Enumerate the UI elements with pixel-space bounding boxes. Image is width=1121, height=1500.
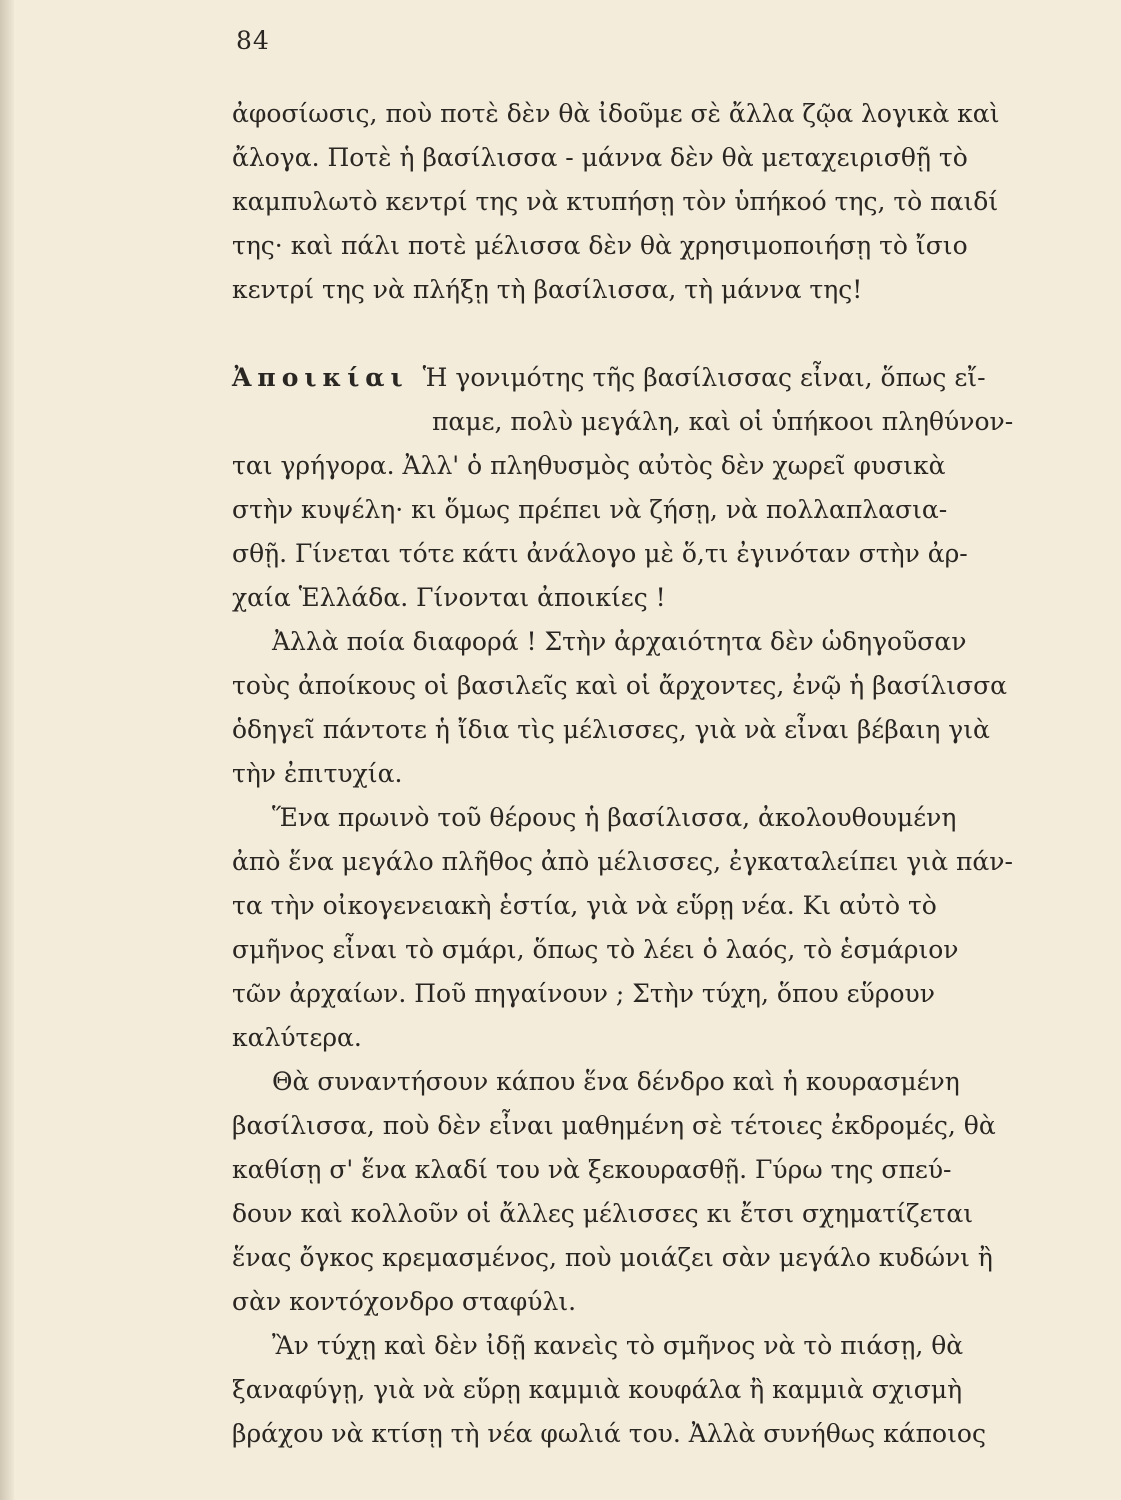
text-line: τὴν ἐπιτυχία. [232,759,403,788]
text-line: βασίλισσα, ποὺ δὲν εἶναι μαθημένη σὲ τέτοιες ἐκδρομές, θὰ [232,1111,996,1140]
text-line: ἀφοσίωσις, ποὺ ποτὲ δὲν θὰ ἰδοῦμε σὲ ἄλλα ζῷα λογικὰ καὶ [232,99,1000,128]
paragraph-4 [232,796,1062,1060]
text-line: σμῆνος εἶναι τὸ σμάρι, ὅπως τὸ λέει ὁ λαός, τὸ ἑσμάριον [232,935,959,964]
section-gap [232,312,1062,356]
text-line: καμπυλωτὸ κεντρί της νὰ κτυπήσῃ τὸν ὑπήκοό της, τὸ παιδί [232,187,999,216]
text-line: παμε, πολὺ μεγάλη, καὶ οἱ ὑπήκοοι πληθύνον- [432,407,1014,436]
text-line: τοὺς ἀποίκους οἱ βασιλεῖς καὶ οἱ ἄρχοντες, ἐνῷ ἡ βασίλισσα [232,671,1008,700]
text-line: καλύτερα. [232,1023,362,1052]
text-line: σὰν κοντόχονδρο σταφύλι. [232,1287,577,1316]
text-line: Θὰ συναντήσουν κάπου ἕνα δένδρο καὶ ἡ κουρασμένη [272,1067,960,1096]
paragraph-5 [232,1060,1062,1324]
text-line: ξαναφύγῃ, γιὰ νὰ εὕρῃ καμμιὰ κουφάλα ἢ καμμιὰ σχισμὴ [232,1375,963,1404]
text-line: ἕνας ὄγκος κρεμασμένος, ποὺ μοιάζει σὰν μεγάλο κυδώνι ἢ [232,1243,993,1272]
page-number: 84 [236,26,270,55]
text-line: τῶν ἀρχαίων. Ποῦ πηγαίνουν ; Στὴν τύχη, ὅπου εὕρουν [232,979,935,1008]
body-text [232,92,1062,1456]
paragraph-6 [232,1324,1062,1456]
text-line: Ἀλλὰ ποία διαφορά ! Στὴν ἀρχαιότητα δὲν ὡδηγοῦσαν [272,627,967,656]
text-line: βράχου νὰ κτίσῃ τὴ νέα φωλιά του. Ἀλλὰ συνήθως κάποιος [232,1419,986,1448]
text-line: σθῇ. Γίνεται τότε κάτι ἀνάλογο μὲ ὅ,τι ἐγινόταν στὴν ἀρ- [232,539,968,568]
text-line: ται γρήγορα. Ἀλλ' ὁ πληθυσμὸς αὐτὸς δὲν χωρεῖ φυσικὰ [232,451,946,480]
paragraph-1 [232,92,1062,312]
text-line: χαία Ἑλλάδα. Γίνονται ἀποικίες ! [232,583,666,612]
text-line: ἄλογα. Ποτὲ ἡ βασίλισσα - μάννα δὲν θὰ μεταχειρισθῇ τὸ [232,143,968,172]
paragraph-3 [232,620,1062,796]
section-first-line [232,356,1062,400]
text-line: στὴν κυψέλη· κι ὅμως πρέπει νὰ ζήσῃ, νὰ πολλαπλασια- [232,495,948,524]
text-line: Ἕνα πρωινὸ τοῦ θέρους ἡ βασίλισσα, ἀκολουθουμένη [272,803,957,832]
text-line: καθίσῃ σ' ἕνα κλαδί του νὰ ξεκουρασθῇ. Γύρω της σπεύ- [232,1155,952,1184]
text-line: ἀπὸ ἕνα μεγάλο πλῆθος ἀπὸ μέλισσες, ἐγκαταλείπει γιὰ πάν- [232,847,1013,876]
text-line: Ἡ γονιμότης τῆς βασίλισσας εἶναι, ὅπως εἴ- [422,363,986,392]
text-line: δουν καὶ κολλοῦν οἱ ἄλλες μέλισσες κι ἔτσι σχηματίζεται [232,1199,974,1228]
page-binding-edge [0,0,14,1500]
text-line: κεντρί της νὰ πλήξῃ τὴ βασίλισσα, τὴ μάννα της! [232,275,863,304]
paragraph-2 [232,356,1062,620]
text-line: Ἂν τύχῃ καὶ δὲν ἰδῇ κανεὶς τὸ σμῆνος νὰ τὸ πιάσῃ, θὰ [272,1331,964,1360]
text-line: τα τὴν οἰκογενειακὴ ἑστία, γιὰ νὰ εὕρῃ νέα. Κι αὐτὸ τὸ [232,891,937,920]
text-line: της· καὶ πάλι ποτὲ μέλισσα δὲν θὰ χρησιμοποιήσῃ τὸ ἴσιο [232,231,968,260]
text-line: ὁδηγεῖ πάντοτε ἡ ἴδια τὶς μέλισσες, γιὰ νὰ εἶναι βέβαιη γιὰ [232,715,990,744]
section-heading: Ἀποικίαι [232,363,409,392]
